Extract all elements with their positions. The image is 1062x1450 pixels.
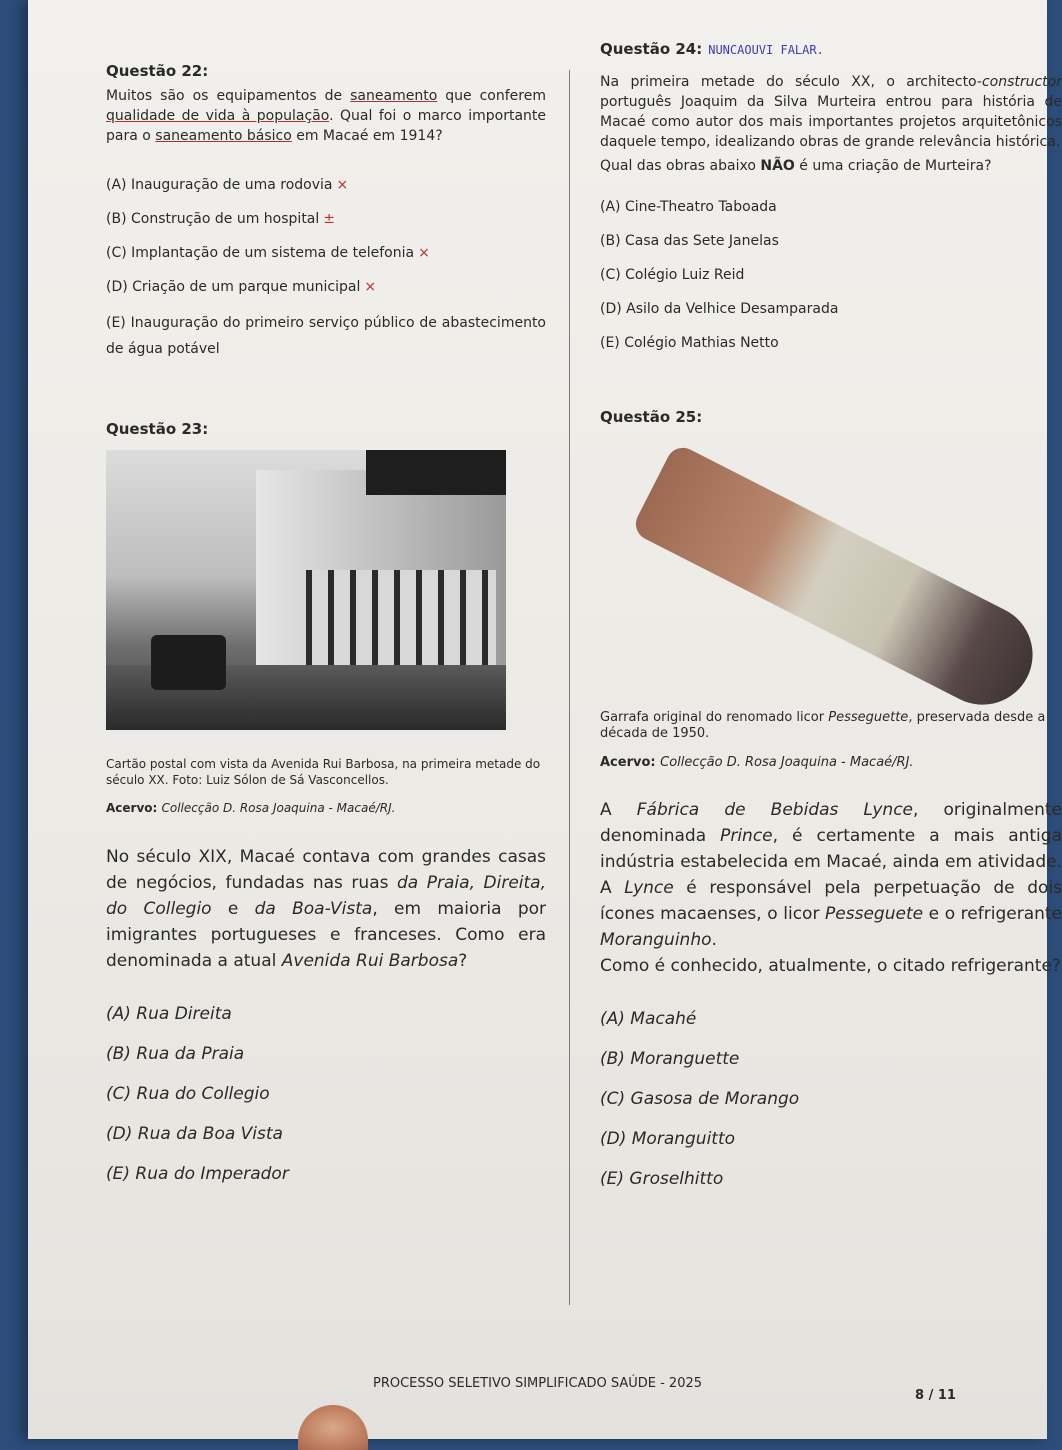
cross-mark-icon: × bbox=[418, 245, 430, 261]
q24-option-e: (E) Colégio Mathias Netto bbox=[600, 335, 779, 351]
column-divider bbox=[569, 70, 570, 1305]
q24-question: Qual das obras abaixo NÃO é uma criação de Murteira? bbox=[600, 158, 992, 174]
q25-option-c: (C) Gasosa de Morango bbox=[600, 1089, 800, 1109]
q22-title: Questão 22: bbox=[106, 62, 209, 80]
q22-option-d: (D) Criação de um parque municipal × bbox=[106, 279, 377, 295]
q25-caption: Garrafa original do renomado licor Pesseguette, preservada desde a década de 1950. bbox=[600, 710, 1046, 741]
q23-text: No século XIX, Macaé contava com grandes casas de negócios, fundadas nas ruas da Praia, Direita, do Collegio e da Boa-Vista, em maioria por imigrantes portugueses e franceses. Como era denominada a atual Avenida Rui Barbosa? bbox=[106, 847, 547, 971]
q23-option-d: (D) Rua da Boa Vista bbox=[106, 1124, 283, 1144]
q24-option-c: (C) Colégio Luiz Reid bbox=[600, 267, 745, 283]
question-25 bbox=[600, 408, 1062, 1199]
q22-text: Muitos são os equipamentos de saneamento que conferem qualidade de vida à população. Qual foi o marco importante para o saneamento básico em Macaé em 1914? bbox=[106, 88, 546, 144]
plus-minus-mark-icon: ± bbox=[323, 211, 336, 227]
bottle-photo bbox=[600, 432, 1040, 702]
liquor-bottle-icon bbox=[630, 442, 1050, 722]
exam-page bbox=[28, 0, 1062, 1439]
car-icon bbox=[151, 635, 226, 690]
q24-text: Na primeira metade do século XX, o architecto-constructor português Joaquim da Silva Murteira entrou para história de Macaé como autor dos mais importantes projetos arquitetônicos daquele tempo, idealizando obras de grande relevância histórica. bbox=[600, 74, 1062, 150]
q25-option-a: (A) Macahé bbox=[600, 1009, 697, 1029]
q25-option-d: (D) Moranguitto bbox=[600, 1129, 736, 1149]
q23-option-c: (C) Rua do Collegio bbox=[106, 1084, 270, 1104]
q23-option-b: (B) Rua da Praia bbox=[106, 1044, 245, 1064]
q25-text: A Fábrica de Bebidas Lynce, originalmente denominada Prince, é certamente a mais antiga indústria estabelecida em Macaé, ainda em atividade. A Lynce é responsável pela perpetuação de dois ícones macaenses, o licor Pesseguete e o refrigerante Moranguinho. bbox=[600, 800, 1062, 950]
cross-mark-icon: × bbox=[336, 177, 349, 193]
cross-mark-icon: × bbox=[364, 279, 377, 295]
q25-acervo: Acervo: Collecção D. Rosa Joaquina - Macaé/RJ. bbox=[600, 755, 914, 770]
q25-option-b: (B) Moranguette bbox=[600, 1049, 740, 1069]
q23-caption: Cartão postal com vista da Avenida Rui Barbosa, na primeira metade do século XX. Foto: Luiz Sólon de Sá Vasconcellos. bbox=[106, 757, 541, 787]
q25-option-e: (E) Groselhitto bbox=[600, 1169, 724, 1189]
q23-acervo: Acervo: Collecção D. Rosa Joaquina - Macaé/RJ. bbox=[106, 801, 396, 815]
question-23 bbox=[106, 420, 546, 1194]
q23-title: Questão 23: bbox=[106, 420, 209, 438]
q24-title: Questão 24: NUNCAOUVI FALAR. bbox=[600, 40, 824, 58]
q24-option-a: (A) Cine-Theatro Taboada bbox=[600, 199, 777, 215]
handwritten-annotation: NUNCAOUVI FALAR. bbox=[708, 43, 824, 57]
question-24 bbox=[600, 40, 1062, 360]
q24-option-b: (B) Casa das Sete Janelas bbox=[600, 233, 779, 249]
left-column bbox=[106, 62, 546, 1194]
q23-option-e: (E) Rua do Imperador bbox=[106, 1164, 289, 1184]
q23-option-a: (A) Rua Direita bbox=[106, 1004, 232, 1024]
q25-question: Como é conhecido, atualmente, o citado refrigerante? bbox=[600, 956, 1061, 976]
q22-option-b: (B) Construção de um hospital ± bbox=[106, 211, 336, 227]
q22-option-a: (A) Inauguração de uma rodovia × bbox=[106, 177, 349, 193]
q22-option-c: (C) Implantação de um sistema de telefonia × bbox=[106, 245, 430, 261]
right-column bbox=[600, 40, 1062, 1199]
q25-title: Questão 25: bbox=[600, 408, 703, 426]
question-22 bbox=[106, 62, 546, 362]
footer-title: PROCESSO SELETIVO SIMPLIFICADO SAÚDE - 2025 bbox=[372, 1376, 703, 1391]
q24-option-d: (D) Asilo da Velhice Desamparada bbox=[600, 301, 839, 317]
page-number: 8 / 11 bbox=[915, 1388, 956, 1403]
q22-option-e: (E) Inauguração do primeiro serviço público de abastecimento de água potável bbox=[106, 315, 546, 357]
finger-icon bbox=[298, 1405, 368, 1450]
postcard-photo bbox=[106, 450, 506, 730]
